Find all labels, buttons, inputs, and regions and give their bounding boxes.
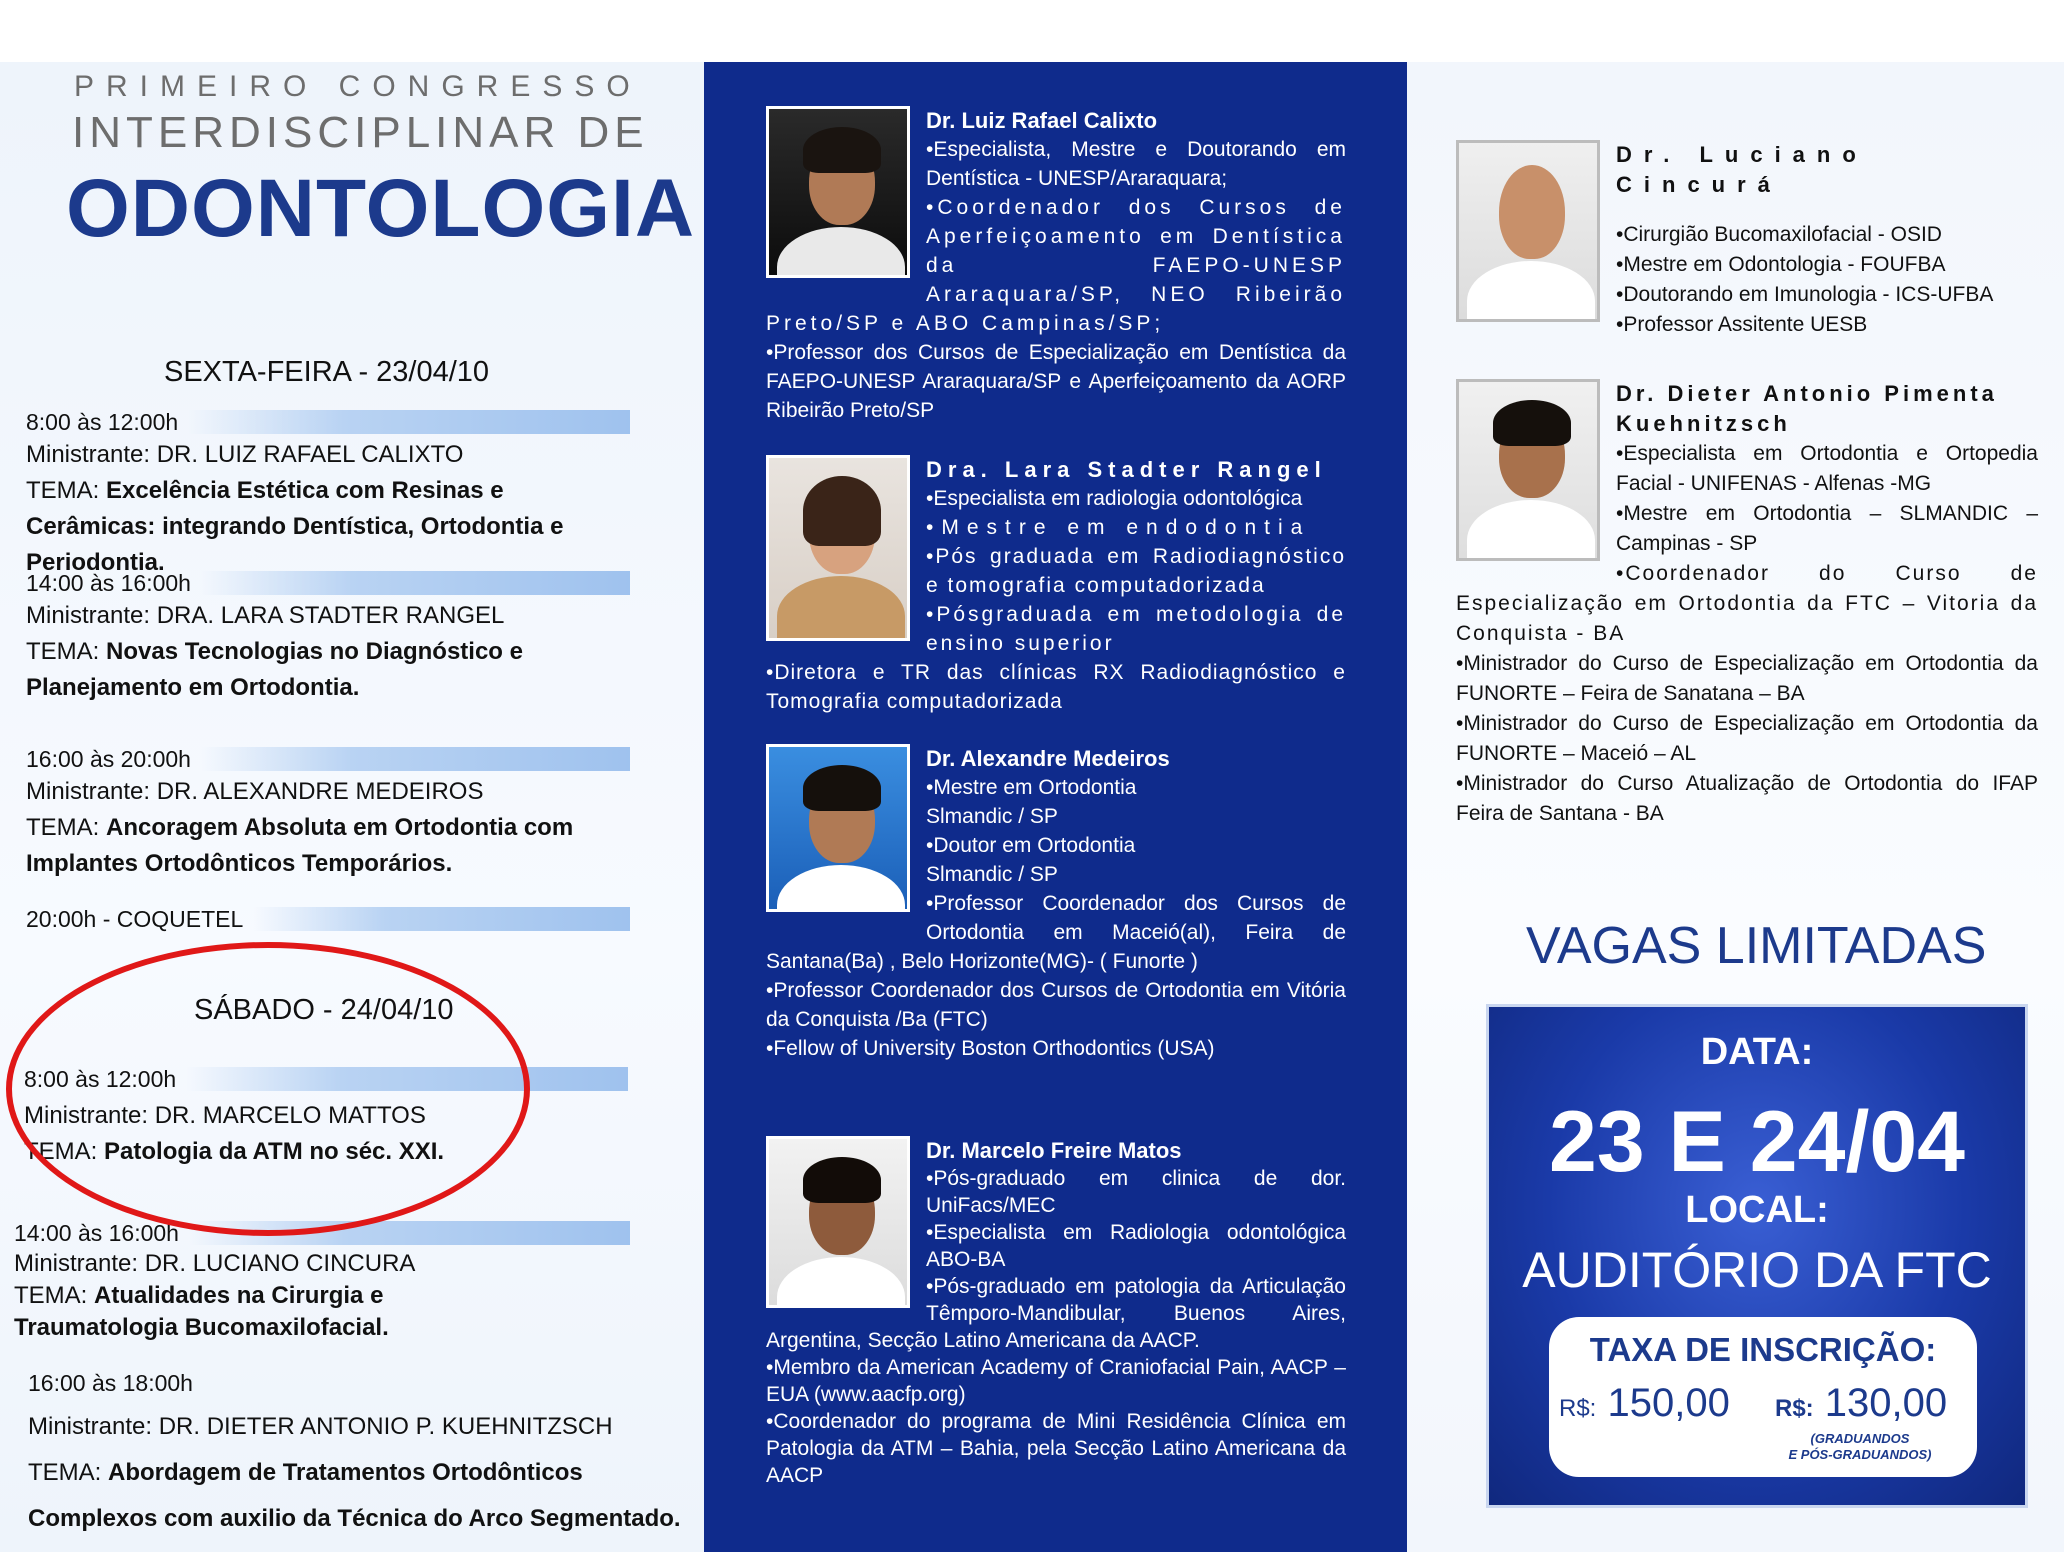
slot-theme: TEMA: Patologia da ATM no séc. XXI. [24, 1138, 445, 1165]
bio-line: •Coordenador do programa de Mini Residência Clínica em Patologia da ATM – Bahia, pela Secção Latino Americana da AACP [766, 1410, 1346, 1487]
highlight-circle [6, 942, 530, 1236]
slot-time: 14:00 às 16:00h [14, 1219, 179, 1246]
friday-title: SEXTA-FEIRA - 23/04/10 [164, 356, 490, 388]
bio-line: •Mestre em Odontologia - FOUFBA [1616, 253, 1946, 276]
bio-line: Slmandic / SP [926, 805, 1058, 828]
bio-line: •Professor Assitente UESB [1616, 313, 1868, 336]
schedule-slot [26, 568, 630, 706]
bio-line: •Fellow of University Boston Orthodontics (USA) [766, 1037, 1215, 1060]
slot-speaker: Ministrante: DRA. LARA STADTER RANGEL [26, 602, 505, 629]
speaker-name: Dr. Marcelo Freire Matos [926, 1138, 1182, 1163]
bio-line: •Especialista em radiologia odontológica [926, 487, 1303, 510]
speaker-photo [766, 744, 910, 912]
speaker-bio [766, 106, 1346, 425]
price-students: R$: 130,00 [1775, 1381, 1948, 1425]
slot-theme: TEMA: Abordagem de Tratamentos Ortodônticos Complexos com auxilio da Técnica do Arco Segmentado. [28, 1459, 681, 1532]
price-regular: R$: 150,00 [1559, 1381, 1730, 1425]
slot-speaker: Ministrante: DR. LUCIANO CINCURA [14, 1250, 416, 1277]
data-value: 23 E 24/04 [1548, 1094, 1966, 1190]
slot-time: 14:00 às 16:00h [26, 569, 191, 596]
speaker-name: Dr. Luiz Rafael Calixto [926, 108, 1158, 133]
schedule-slot [28, 1368, 708, 1542]
bio-line: •Cirurgião Bucomaxilofacial - OSID [1616, 223, 1942, 246]
speaker-photo [1456, 140, 1600, 322]
bio-line: •Pósgraduada em metodologia de ensino superior [926, 603, 1346, 655]
bio-line: •Membro da American Academy of Craniofacial Pain, AACP – EUA (www.aacfp.org) [766, 1356, 1346, 1406]
slot-theme: TEMA: Atualidades na Cirurgia e Traumatologia Bucomaxilofacial. [14, 1282, 389, 1341]
slot-theme: TEMA: Ancoragem Absoluta em Ortodontia com Implantes Ortodônticos Temporários. [26, 814, 574, 877]
bio-line: •Especialista em Ortodontia e Ortopedia Facial - UNIFENAS - Alfenas -MG [1616, 442, 2038, 495]
slot-time: 8:00 às 12:00h [24, 1065, 177, 1092]
speaker-photo [1456, 379, 1600, 561]
schedule-slot [14, 1218, 630, 1344]
speaker-bio [766, 1136, 1346, 1489]
bio-line: •Especialista, Mestre e Doutorando em Dentística - UNESP/Araraquara; [926, 138, 1346, 190]
local-label: LOCAL: [1685, 1189, 1829, 1231]
bio-line: •Mestre em Ortodontia [926, 776, 1137, 799]
bio-line: •Ministrador do Curso de Especialização em Ortodontia da FUNORTE – Feira de Sanatana – BA [1456, 652, 2038, 705]
header-line-1: PRIMEIRO CONGRESSO [74, 70, 642, 103]
slot-time: 8:00 às 12:00h [26, 408, 179, 435]
bio-line: •Pós graduada em Radiodiagnóstico e tomografia computadorizada [926, 545, 1346, 597]
bio-line: •Pós-graduado em clinica de dor. UniFacs/MEC [926, 1167, 1346, 1217]
bio-line: •Pós-graduado em patologia da Articulação Têmporo-Mandibular, Buenos Aires, Argentina, Secção Latino Americana da AACP. [766, 1275, 1346, 1352]
header-title: ODONTOLOGIA [66, 163, 696, 254]
slot-time: 20:00h - COQUETEL [26, 905, 244, 932]
time-bar [253, 907, 630, 931]
speaker-bio [1456, 379, 2038, 829]
price-note: (GRADUANDOS E PÓS-GRADUANDOS) [1788, 1431, 1932, 1462]
speaker-name: Dr. Luciano Cincurá [1616, 142, 1868, 197]
vagas-limitadas-heading: VAGAS LIMITADAS [1526, 917, 1987, 975]
bio-line: •Mestre em Ortodontia – SLMANDIC – Campinas - SP [1616, 502, 2038, 555]
schedule-slot [26, 407, 630, 581]
header-line-2: INTERDISCIPLINAR DE [72, 108, 649, 157]
speaker-name: Dra. Lara Stadter Rangel [926, 457, 1327, 482]
bio-line: •Ministrador do Curso de Especialização em Ortodontia da FUNORTE – Maceió – AL [1456, 712, 2038, 765]
speaker-photo [766, 455, 910, 641]
bio-line: •Especialista em Radiologia odontológica ABO-BA [926, 1221, 1346, 1271]
bio-line: •Professor dos Cursos de Especialização em Dentística da FAEPO-UNESP Araraquara/SP e Aperfeiçoamento da AORP Ribeirão Preto/SP [766, 341, 1346, 422]
slot-time: 16:00 às 18:00h [28, 1369, 193, 1396]
bio-line: •Doutor em Ortodontia [926, 834, 1136, 857]
bio-line: Slmandic / SP [926, 863, 1058, 886]
time-bar [188, 410, 630, 434]
schedule-slot [26, 744, 630, 882]
slot-speaker: Ministrante: DR. ALEXANDRE MEDEIROS [26, 778, 484, 805]
bio-line: •Doutorando em Imunologia - ICS-UFBA [1616, 283, 1994, 306]
bio-line: •Diretora e TR das clínicas RX Radiodiagnóstico e Tomografia computadorizada [766, 661, 1346, 713]
speaker-photo [766, 1136, 910, 1308]
slot-speaker: Ministrante: DR. DIETER ANTONIO P. KUEHNITZSCH [28, 1413, 613, 1440]
slot-speaker: Ministrante: DR. MARCELO MATTOS [24, 1102, 426, 1129]
taxa-label: TAXA DE INSCRIÇÃO: [1589, 1331, 1937, 1368]
bio-line: •Coordenador dos Cursos de Aperfeiçoamento em Dentística da FAEPO-UNESP Araraquara/SP, NEO Ribeirão Preto/SP e ABO Campinas/SP; [766, 196, 1346, 335]
saturday-title: SÁBADO - 24/04/10 [194, 994, 454, 1026]
bio-line: •Professor Coordenador dos Cursos de Ortodontia em Maceió(al), Feira de Santana(Ba) , Belo Horizonte(MG)- ( Funorte ) [766, 892, 1346, 973]
schedule-slot [26, 904, 630, 934]
slot-time: 16:00 às 20:00h [26, 745, 191, 772]
bio-line: •Ministrador do Curso Atualização de Ortodontia do IFAP Feira de Santana - BA [1456, 772, 2038, 825]
data-label: DATA: [1700, 1031, 1814, 1073]
speaker-bio [766, 744, 1346, 1063]
event-info-box [1486, 1004, 2028, 1508]
speaker-bio [1456, 140, 2038, 340]
bio-line: •Coordenador do Curso de Especialização em Ortodontia da FTC – Vitoria da Conquista - BA [1456, 562, 2038, 645]
speaker-name: Dr. Dieter Antonio Pimenta Kuehnitzsch [1616, 381, 1998, 436]
slot-theme: TEMA: Novas Tecnologias no Diagnóstico e Planejamento em Ortodontia. [26, 638, 523, 701]
time-bar [201, 571, 630, 595]
local-value: AUDITÓRIO DA FTC [1522, 1242, 1992, 1298]
time-bar [201, 747, 630, 771]
speaker-photo [766, 106, 910, 278]
slot-theme: TEMA: Excelência Estética com Resinas e Cerâmicas: integrando Dentística, Ortodontia e Periodontia. [26, 477, 564, 576]
bio-line: •Professor Coordenador dos Cursos de Ortodontia em Vitória da Conquista /Ba (FTC) [766, 979, 1346, 1031]
price-box [1549, 1317, 1977, 1477]
speaker-name: Dr. Alexandre Medeiros [926, 746, 1170, 771]
bio-line: •Mestre em endodontia [926, 516, 1311, 539]
slot-speaker: Ministrante: DR. LUIZ RAFAEL CALIXTO [26, 441, 464, 468]
speaker-bio [766, 455, 1346, 716]
